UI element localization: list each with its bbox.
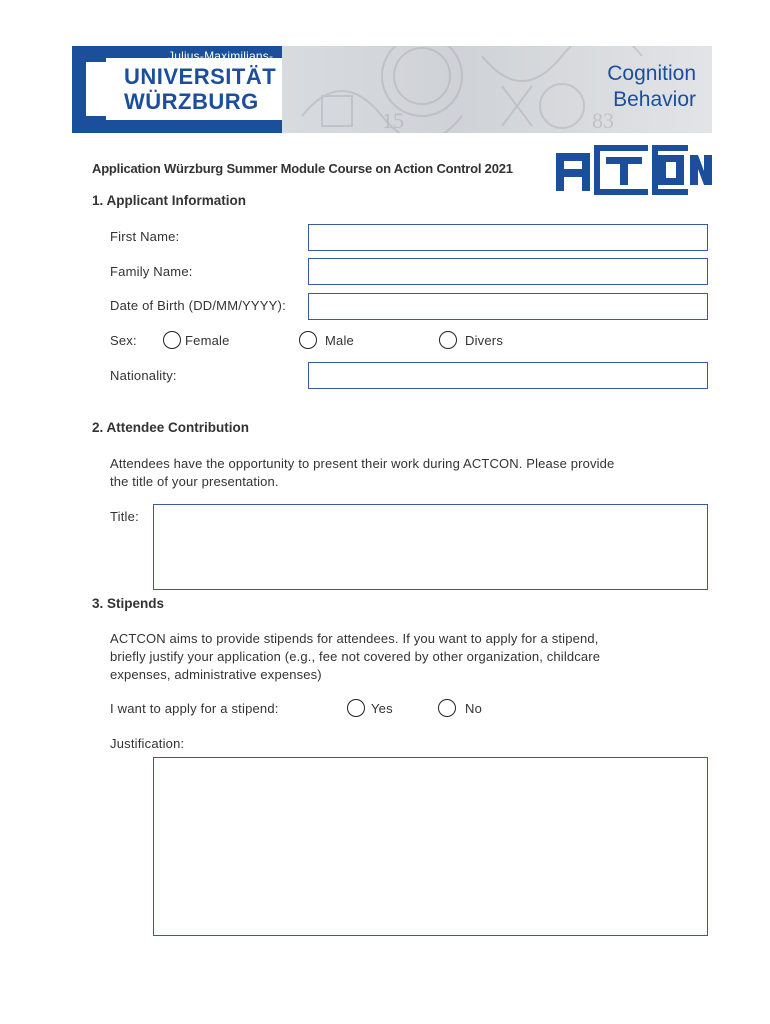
first-name-label: First Name: [110, 229, 180, 244]
stipend-yes-label: Yes [371, 701, 393, 716]
sex-female-radio[interactable] [163, 331, 181, 349]
stipend-no-label: No [465, 701, 483, 716]
seal-digits-left: 15 [382, 108, 404, 133]
nationality-label: Nationality: [110, 368, 177, 383]
sex-divers-label: Divers [465, 333, 504, 348]
seal-digits-right: 83 [592, 108, 614, 133]
department-line1: Cognition [607, 62, 696, 85]
sex-male-radio[interactable] [299, 331, 317, 349]
nationality-field[interactable] [308, 362, 708, 389]
section2-para-line2: the title of your presentation. [110, 474, 279, 489]
dob-label: Date of Birth (DD/MM/YYYY): [110, 298, 286, 313]
sex-female-label: Female [185, 333, 230, 348]
section3-paragraph [110, 630, 710, 684]
university-logo [72, 46, 282, 133]
section3-para-line1: ACTCON aims to provide stipends for attendees. If you want to apply for a stipend, [110, 631, 599, 646]
justification-label: Justification: [110, 736, 185, 751]
first-name-field[interactable] [308, 224, 708, 251]
section3-para-line3: expenses, administrative expenses) [110, 667, 322, 682]
decorative-seal-pattern [262, 46, 662, 133]
family-name-label: Family Name: [110, 264, 193, 279]
sex-divers-radio[interactable] [439, 331, 457, 349]
stipend-no-radio[interactable] [438, 699, 456, 717]
stipend-yes-radio[interactable] [347, 699, 365, 717]
section2-para-line1: Attendees have the opportunity to present their work during ACTCON. Please provide [110, 456, 615, 471]
presentation-title-field[interactable] [153, 504, 708, 590]
sex-male-label: Male [325, 333, 354, 348]
family-name-field[interactable] [308, 258, 708, 285]
header-banner [72, 46, 712, 133]
title-label: Title: [110, 509, 139, 524]
sex-label: Sex: [110, 333, 137, 348]
dob-field[interactable] [308, 293, 708, 320]
actcon-logo [556, 145, 712, 195]
section2-heading: 2. Attendee Contribution [92, 420, 249, 435]
department-line2: Behavior [613, 88, 696, 111]
university-small-text: Julius-Maximilians- [168, 49, 274, 63]
university-line2: WÜRZBURG [124, 89, 259, 114]
section1-heading: 1. Applicant Information [92, 193, 247, 208]
stipend-apply-label: I want to apply for a stipend: [110, 701, 279, 716]
page-title: Application Würzburg Summer Module Course on Action Control 2021 [92, 161, 513, 176]
university-line1: UNIVERSITÄT [124, 64, 277, 89]
section3-para-line2: briefly justify your application (e.g., fee not covered by other organization, childcare [110, 649, 601, 664]
section3-heading: 3. Stipends [92, 596, 165, 611]
section2-paragraph [110, 455, 710, 491]
justification-field[interactable] [153, 757, 708, 936]
